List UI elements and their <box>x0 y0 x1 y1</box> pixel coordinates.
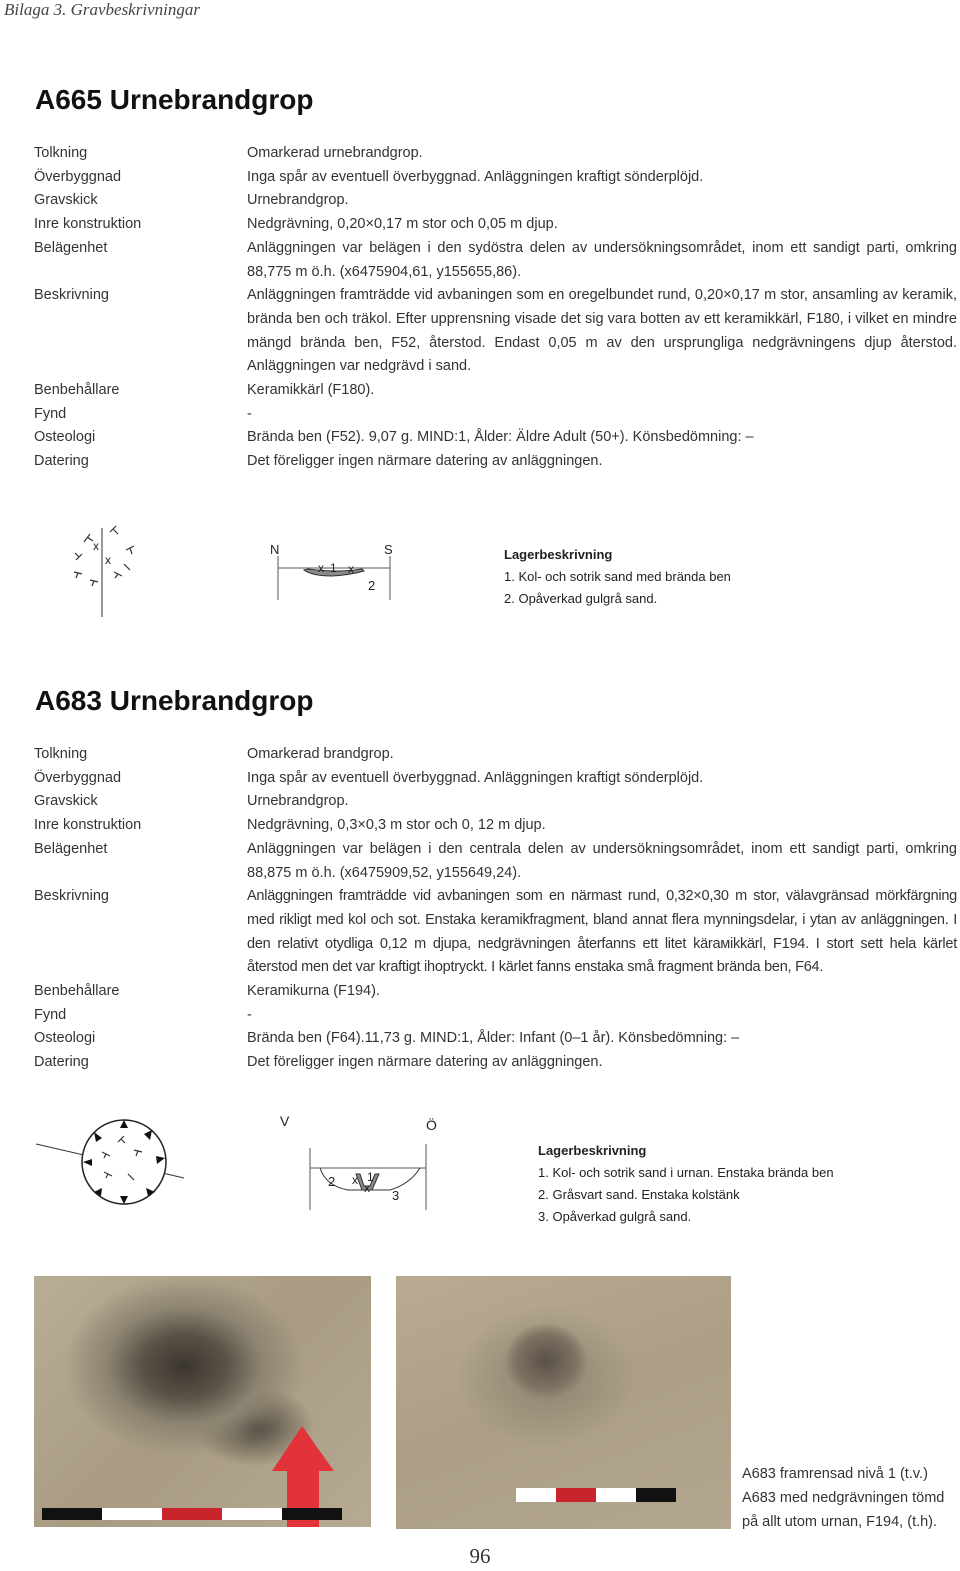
row-belagenhet <box>34 237 957 284</box>
find-mark: x <box>105 553 111 567</box>
row-label: Överbyggnad <box>34 168 122 185</box>
find-mark: x <box>364 1181 370 1195</box>
row-label: Inre konstruktion <box>34 817 142 834</box>
page-number: 96 <box>469 1544 491 1568</box>
row-value: Brända ben (F64).11,73 g. MIND:1, Ålder: Infant (0–1 år). Könsbedömning: – <box>247 1030 740 1047</box>
row-label: Gravskick <box>34 793 98 810</box>
caption-line: A683 framrensad nivå 1 (t.v.) <box>742 1466 928 1482</box>
row-value: Brända ben (F52). 9,07 g. MIND:1, Ålder: Äldre Adult (50+). Könsbedömning: – <box>247 429 754 446</box>
section-label-left: N <box>270 542 280 557</box>
row-label: Belägenhet <box>34 239 108 256</box>
layer-title: Lagerbeskrivning <box>538 1143 647 1158</box>
row-beskrivning <box>34 284 957 379</box>
row-beskrivning <box>34 885 957 980</box>
row-gravskick <box>34 790 957 814</box>
section-title-a665: A665 Urnebrandgrop <box>35 84 314 115</box>
row-label: Beskrivning <box>34 287 109 304</box>
photo-a683-urn <box>396 1276 731 1529</box>
row-tolkning <box>34 142 957 166</box>
layer-item: 2. Gråsvart sand. Enstaka kolstänk <box>538 1187 740 1202</box>
row-label: Osteologi <box>34 429 96 446</box>
row-overbyggnad <box>34 166 957 190</box>
section-drawing-a665 <box>268 538 398 600</box>
layer-item: 3. Opåverkad gulgrå sand. <box>538 1209 692 1224</box>
layer-item: 1. Kol- och sotrik sand med brända ben <box>504 569 731 584</box>
row-value: - <box>247 1006 252 1023</box>
row-value: Keramikkärl (F180). <box>247 382 375 399</box>
arrow-icon <box>34 1276 371 1527</box>
row-label: Tolkning <box>34 746 88 762</box>
attribute-table-a665 <box>34 142 957 474</box>
row-inre-konstruktion <box>34 814 957 838</box>
row-label: Fynd <box>34 405 67 422</box>
row-value: Keramikurna (F194). <box>247 983 380 1000</box>
row-overbyggnad <box>34 767 957 791</box>
section-label-right: S <box>384 542 393 557</box>
row-osteologi <box>34 1027 957 1051</box>
layer-number: 3 <box>392 1188 400 1203</box>
row-label: Beskrivning <box>34 888 109 905</box>
row-label: Benbehållare <box>34 382 120 399</box>
attribute-table-a683 <box>34 743 957 1075</box>
row-label: Gravskick <box>34 192 98 209</box>
find-mark: x <box>93 539 99 553</box>
scale-bar <box>516 1488 676 1502</box>
scale-bar <box>42 1508 342 1520</box>
row-value: Omarkerad urnebrandgrop. <box>247 145 423 161</box>
row-value: Nedgrävning, 0,3×0,3 m stor och 0, 12 m djup. <box>247 817 546 834</box>
row-value: Inga spår av eventuell överbyggnad. Anläggningen kraftigt sönderplöjd. <box>247 168 704 185</box>
row-label: Tolkning <box>34 145 88 161</box>
photo-a683-level1 <box>34 1276 371 1527</box>
row-label: Fynd <box>34 1006 67 1023</box>
row-fynd <box>34 1004 957 1028</box>
row-label: Osteologi <box>34 1030 96 1047</box>
row-belagenhet <box>34 838 957 885</box>
find-mark: x <box>318 561 324 575</box>
row-value: Inga spår av eventuell överbyggnad. Anläggningen kraftigt sönderplöjd. <box>247 769 704 786</box>
row-benbehallare <box>34 980 957 1004</box>
layer-item: 1. Kol- och sotrik sand i urnan. Enstaka brända ben <box>538 1165 834 1180</box>
row-label: Datering <box>34 1054 89 1071</box>
row-value: Anläggningen framträdde vid avbaningen som en oregelbundet rund, 0,20×0,17 m stor, ansamling av keramik, brända ben och träkol. Efter upprensning visade det sig vara botten av ett keramikkärl, F180, i vilket en mindre mängd brända ben, F52, återstod. Endast 0,05 m av den ursprungliga nedgrävningens djup återstod. Anläggningen var nedgrävd i sand. <box>247 287 957 375</box>
running-header: Bilaga 3. Gravbeskrivningar <box>4 0 200 19</box>
row-benbehallare <box>34 379 957 403</box>
layer-number: 2 <box>328 1174 336 1189</box>
row-value: Anläggningen var belägen i den centrala delen av undersökningsområdet, inom ett sandigt parti, omkring 88,875 m ö.h. (x6475909,52, y155649,24). <box>247 840 957 881</box>
row-tolkning <box>34 743 957 767</box>
plan-drawing-a683 <box>34 1118 188 1212</box>
row-fynd <box>34 403 957 427</box>
row-gravskick <box>34 189 957 213</box>
layer-description-a683 <box>538 1140 834 1228</box>
plan-drawing-a665 <box>60 520 150 620</box>
row-label: Datering <box>34 453 89 470</box>
layer-number: 1 <box>367 1170 374 1184</box>
find-mark: x <box>348 562 354 576</box>
caption-line: på allt utom urnan, F194, (t.h). <box>742 1514 938 1530</box>
row-value: Urnebrandgrop. <box>247 793 349 810</box>
row-label: Överbyggnad <box>34 769 122 786</box>
row-value: Det föreligger ingen närmare datering av anläggningen. <box>247 1054 603 1071</box>
row-value: Det föreligger ingen närmare datering av anläggningen. <box>247 453 603 470</box>
section-label-right: Ö <box>426 1117 437 1133</box>
layer-number: 1 <box>330 561 337 575</box>
row-value: Anläggningen framträdde vid avbaningen som en närmast rund, 0,32×0,30 m stor, välavgränsad mörkfärgning med rikligt med kol och sot. Enstaka keramikfragment, bland annat flera mynningsdelar, i ytan av anläggningen. I den relativt otydliga 0,12 m djupa, nedgrävningen återfanns ett litet kärамikkärl, F194. I stort sett hela kärlet återstod men det var kraftigt ihoptryckt. I kärlet fanns enstaka små fragment brända ben, F64. <box>247 888 957 976</box>
row-value: - <box>247 405 252 422</box>
row-datering <box>34 1051 957 1075</box>
row-label: Belägenhet <box>34 840 108 857</box>
section-drawing-a683 <box>276 1110 446 1210</box>
caption-line: A683 med nedgrävningen tömd <box>742 1490 945 1506</box>
row-label: Benbehållare <box>34 983 120 1000</box>
find-mark: x <box>352 1173 358 1187</box>
row-value: Nedgrävning, 0,20×0,17 m stor och 0,05 m djup. <box>247 216 558 233</box>
section-title-a683: A683 Urnebrandgrop <box>35 685 314 716</box>
row-datering <box>34 450 957 474</box>
row-osteologi <box>34 426 957 450</box>
layer-item: 2. Opåverkad gulgrå sand. <box>504 591 658 606</box>
row-value: Anläggningen var belägen i den sydöstra delen av undersökningsområdet, inom ett sandigt parti, omkring 88,775 m ö.h. (x6475904,61, y155655,86). <box>247 239 957 280</box>
photo-caption <box>742 1462 944 1534</box>
row-value: Omarkerad brandgrop. <box>247 746 394 762</box>
layer-description-a665 <box>504 544 731 610</box>
layer-title: Lagerbeskrivning <box>504 547 613 562</box>
row-inre-konstruktion <box>34 213 957 237</box>
row-value: Urnebrandgrop. <box>247 192 349 209</box>
row-label: Inre konstruktion <box>34 216 142 233</box>
layer-number: 2 <box>368 578 376 593</box>
section-label-left: V <box>280 1113 290 1129</box>
